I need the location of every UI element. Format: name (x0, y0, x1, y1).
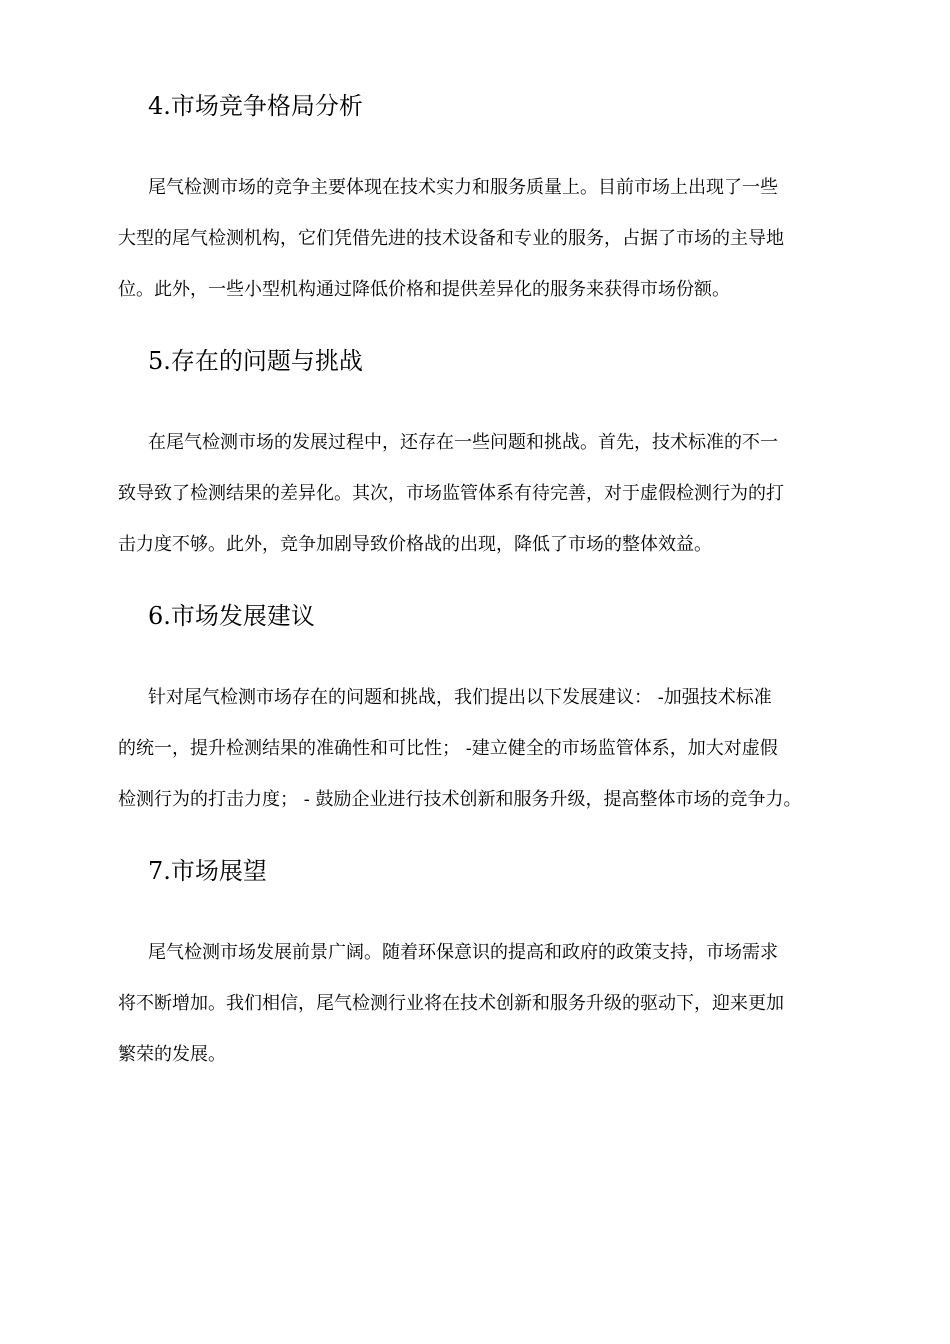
paragraph-line: 尾气检测市场发展前景广阔。随着环保意识的提高和政府的政策支持，市场需求 (148, 942, 778, 963)
paragraph-line: 在尾气检测市场的发展过程中，还存在一些问题和挑战。首先，技术标准的不一 (148, 432, 778, 453)
paragraph-line: 检测行为的打击力度； - 鼓励企业进行技术创新和服务升级，提高整体市场的竞争力。 (118, 789, 802, 810)
section-heading: 7.市场展望 (148, 857, 267, 885)
section-heading: 5.存在的问题与挑战 (148, 347, 363, 375)
paragraph-line: 尾气检测市场的竞争主要体现在技术实力和服务质量上。目前市场上出现了一些 (148, 177, 778, 198)
paragraph-line: 致导致了检测结果的差异化。其次，市场监管体系有待完善，对于虚假检测行为的打 (118, 483, 784, 504)
section-heading: 6.市场发展建议 (148, 602, 315, 630)
section-heading: 4.市场竞争格局分析 (148, 92, 363, 120)
paragraph-line: 将不断增加。我们相信，尾气检测行业将在技术创新和服务升级的驱动下，迎来更加 (118, 993, 784, 1014)
paragraph-line: 大型的尾气检测机构，它们凭借先进的技术设备和专业的服务，占据了市场的主导地 (118, 228, 784, 249)
paragraph-line: 的统一，提升检测结果的准确性和可比性； -建立健全的市场监管体系，加大对虚假 (118, 738, 778, 759)
paragraph-line: 针对尾气检测市场存在的问题和挑战，我们提出以下发展建议： -加强技术标准 (148, 687, 772, 708)
paragraph-line: 繁荣的发展。 (118, 1044, 226, 1065)
paragraph-line: 位。此外，一些小型机构通过降低价格和提供差异化的服务来获得市场份额。 (118, 279, 730, 300)
paragraph-line: 击力度不够。此外，竞争加剧导致价格战的出现，降低了市场的整体效益。 (118, 534, 712, 555)
